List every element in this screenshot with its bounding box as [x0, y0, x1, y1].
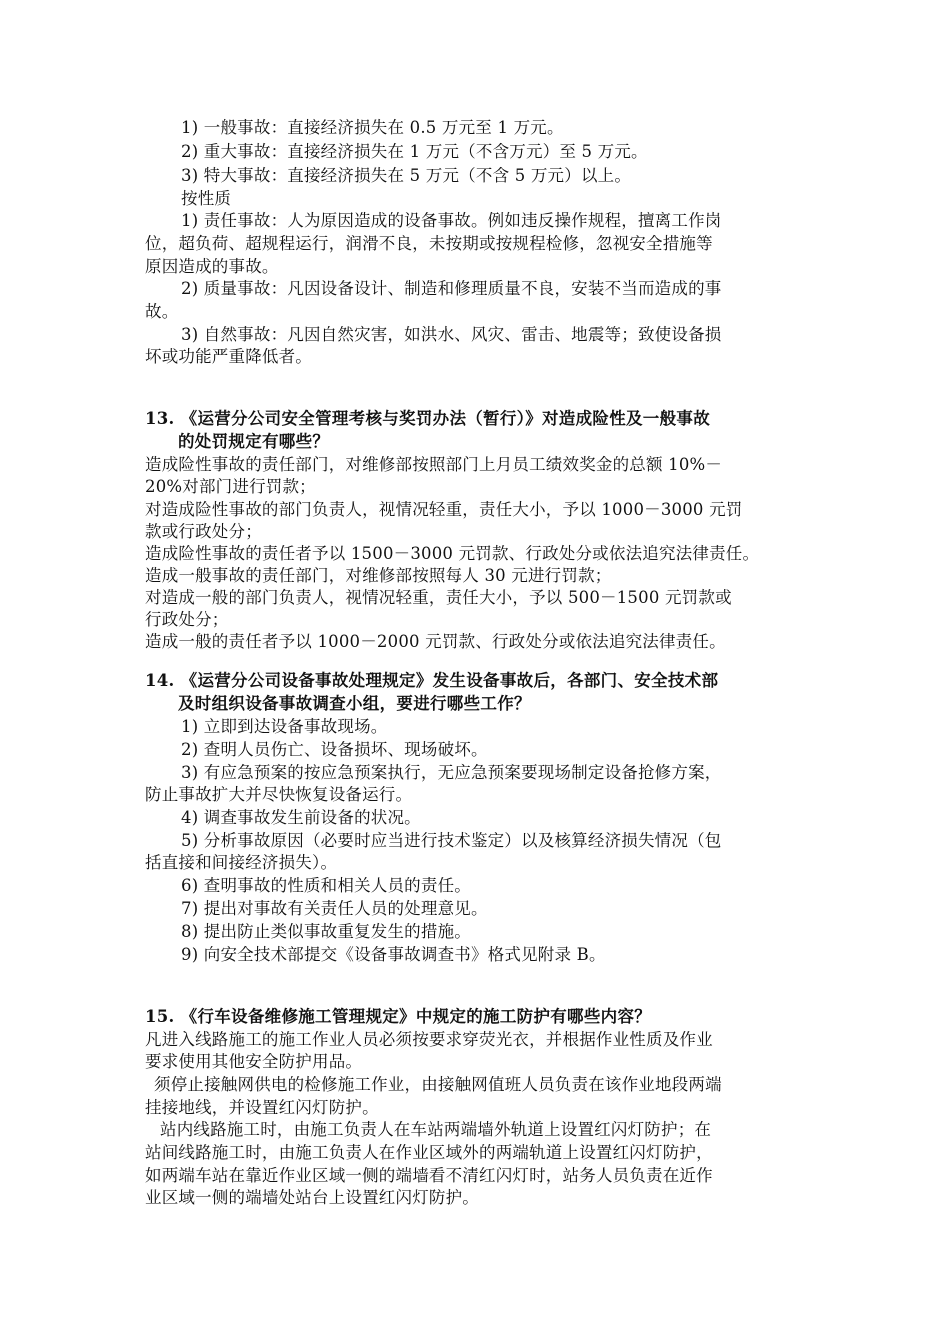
q13-answer-line-7: 对造成一般的部门负责人，视情况轻重，责任大小，予以 500－1500 元罚款或 [145, 588, 732, 607]
q15-answer-line-4: 挂接地线，并设置红闪灯防护。 [145, 1098, 379, 1117]
q15-answer-line-8: 业区域一侧的端墙处站台上设置红闪灯防护。 [145, 1188, 479, 1207]
q14-step-8: 8) 提出防止类似事故重复发生的措施。 [181, 922, 471, 941]
q14-step-3-line-1: 3) 有应急预案的按应急预案执行，无应急预案要现场制定设备抢修方案， [181, 763, 722, 782]
question-13-title-line-1: 13. 《运营分公司安全管理考核与奖罚办法（暂行）》对造成险性及一般事故 [145, 409, 710, 428]
accident-grade-major: 2) 重大事故：直接经济损失在 1 万元（不含万元）至 5 万元。 [181, 142, 648, 161]
q15-answer-line-3: 须停止接触网供电的检修施工作业，由接触网值班人员负责在该作业地段两端 [154, 1075, 722, 1094]
q15-answer-line-7: 如两端车站在靠近作业区域一侧的端墙看不清红闪灯时，站务人员负责在近作 [145, 1166, 713, 1185]
q13-answer-line-9: 造成一般的责任者予以 1000－2000 元罚款、行政处分或依法追究法律责任。 [145, 632, 726, 651]
q13-answer-line-8: 行政处分； [145, 610, 229, 629]
nature-quality-line-1: 2) 质量事故：凡因设备设计、制造和修理质量不良，安装不当而造成的事 [181, 279, 722, 298]
q15-answer-line-1: 凡进入线路施工的施工作业人员必须按要求穿荧光衣，并根据作业性质及作业 [145, 1030, 713, 1049]
q13-answer-line-6: 造成一般事故的责任部门，对维修部按照每人 30 元进行罚款； [145, 566, 612, 585]
q15-answer-line-6: 站间线路施工时，由施工负责人在作业区域外的两端轨道上设置红闪灯防护， [145, 1143, 713, 1162]
accident-grade-general: 1) 一般事故：直接经济损失在 0.5 万元至 1 万元。 [181, 118, 564, 137]
q14-step-2: 2) 查明人员伤亡、设备损坏、现场破坏。 [181, 740, 488, 759]
q14-step-7: 7) 提出对事故有关责任人员的处理意见。 [181, 899, 488, 918]
q13-answer-line-3: 对造成险性事故的部门负责人，视情况轻重，责任大小，予以 1000－3000 元罚 [145, 500, 743, 519]
q14-step-5-line-1: 5) 分析事故原因（必要时应当进行技术鉴定）以及核算经济损失情况（包 [181, 831, 722, 850]
by-nature-heading: 按性质 [181, 189, 232, 208]
q14-step-9: 9) 向安全技术部提交《设备事故调查书》格式见附录 B。 [181, 945, 606, 964]
q14-step-6: 6) 查明事故的性质和相关人员的责任。 [181, 876, 471, 895]
nature-responsibility-line-3: 原因造成的事故。 [145, 257, 279, 276]
q13-answer-line-1: 造成险性事故的责任部门，对维修部按照部门上月员工绩效奖金的总额 10%－ [145, 455, 723, 474]
question-13-title-line-2: 的处罚规定有哪些？ [178, 432, 330, 451]
q13-answer-line-2: 20%对部门进行罚款； [145, 477, 316, 496]
nature-natural-line-2: 坏或功能严重降低者。 [145, 347, 312, 366]
q14-step-4: 4) 调查事故发生前设备的状况。 [181, 808, 421, 827]
q13-answer-line-4: 款或行政处分； [145, 522, 262, 541]
q15-answer-line-2: 要求使用其他安全防护用品。 [145, 1052, 363, 1071]
q14-step-1: 1) 立即到达设备事故现场。 [181, 717, 388, 736]
question-15-title: 15. 《行车设备维修施工管理规定》中规定的施工防护有哪些内容？ [145, 1007, 652, 1026]
nature-natural-line-1: 3) 自然事故：凡因自然灾害，如洪水、风灾、雷击、地震等；致使设备损 [181, 325, 722, 344]
nature-responsibility-line-1: 1) 责任事故：人为原因造成的设备事故。例如违反操作规程，擅离工作岗 [181, 211, 722, 230]
q13-answer-line-5: 造成险性事故的责任者予以 1500－3000 元罚款、行政处分或依法追究法律责任。 [145, 544, 760, 563]
q14-step-5-line-2: 括直接和间接经济损失）。 [145, 853, 338, 872]
nature-responsibility-line-2: 位，超负荷、超规程运行，润滑不良，未按期或按规程检修，忽视安全措施等 [145, 234, 713, 253]
nature-quality-line-2: 故。 [145, 302, 179, 321]
question-14-title-line-1: 14. 《运营分公司设备事故处理规定》发生设备事故后，各部门、安全技术部 [145, 671, 719, 690]
question-14-title-line-2: 及时组织设备事故调查小组，要进行哪些工作？ [178, 694, 531, 713]
q15-answer-line-5: 站内线路施工时，由施工负责人在车站两端墙外轨道上设置红闪灯防护；在 [160, 1120, 712, 1139]
accident-grade-severe: 3) 特大事故：直接经济损失在 5 万元（不含 5 万元）以上。 [181, 166, 632, 185]
q14-step-3-line-2: 防止事故扩大并尽快恢复设备运行。 [145, 785, 413, 804]
